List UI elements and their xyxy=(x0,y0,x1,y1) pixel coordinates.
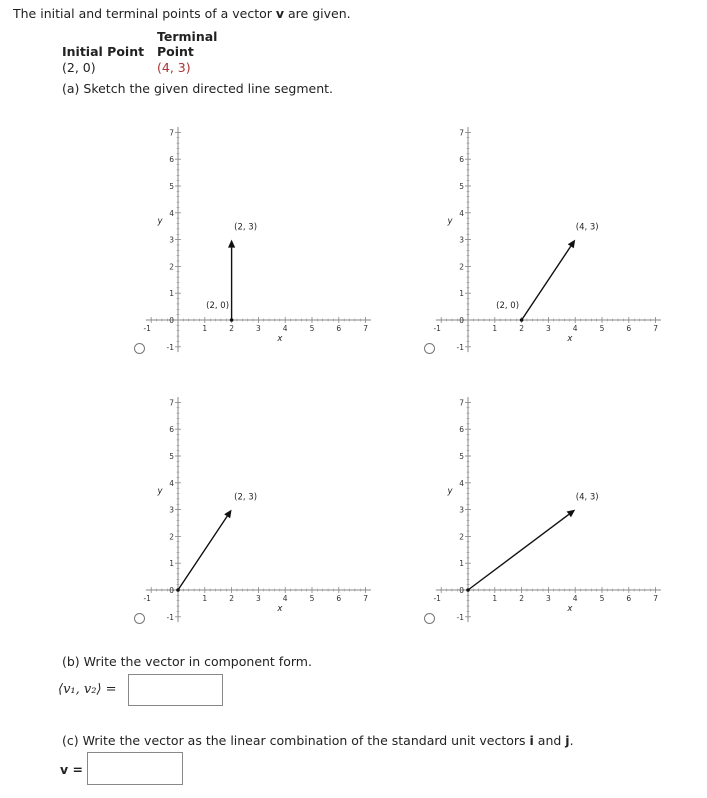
part-c-label xyxy=(62,733,574,748)
x-tick-label: -1 xyxy=(143,324,151,333)
y-tick-label: 3 xyxy=(459,235,464,245)
terminal-point-label: (4, 3) xyxy=(575,492,599,503)
linear-combination-label: v = xyxy=(60,762,83,777)
x-tick-label: 7 xyxy=(363,324,368,333)
graph-option-b xyxy=(433,120,680,360)
x-tick-label: 3 xyxy=(256,594,261,603)
part-c-label-suffix: . xyxy=(569,733,574,748)
x-tick-label: 5 xyxy=(309,324,315,333)
x-tick-label: 5 xyxy=(599,324,605,333)
x-tick-label: -1 xyxy=(433,324,441,333)
part-c-label-prefix: (c) Write the vector as the linear combination of the standard unit vectors xyxy=(62,733,530,748)
y-tick-label: 5 xyxy=(169,182,174,191)
x-tick-label: 7 xyxy=(653,324,658,333)
y-tick-label: 6 xyxy=(459,425,464,435)
y-tick-label: 0 xyxy=(169,586,174,595)
initial-point-dot xyxy=(466,588,470,592)
vector-shaft xyxy=(468,514,569,590)
y-tick-label: 6 xyxy=(459,155,464,165)
vector-arrowhead xyxy=(228,240,235,248)
x-axis-label: x xyxy=(567,604,573,614)
y-tick-label: 0 xyxy=(459,316,464,325)
option-radio-d[interactable] xyxy=(424,613,435,624)
x-tick-label: 2 xyxy=(519,594,524,603)
vector-shaft xyxy=(178,516,227,590)
graph-option-a xyxy=(143,120,390,360)
y-axis-label: y xyxy=(447,216,453,227)
y-tick-label: 2 xyxy=(169,262,174,272)
part-b-label: (b) Write the vector in component form. xyxy=(62,654,312,669)
y-tick-label: 5 xyxy=(459,182,464,191)
x-tick-label: 3 xyxy=(256,324,261,333)
x-axis-label: x xyxy=(567,334,573,344)
x-tick-label: 5 xyxy=(309,594,315,603)
y-tick-label: 1 xyxy=(459,559,464,569)
x-tick-label: 4 xyxy=(572,324,578,333)
terminal-header-line2: Point xyxy=(157,44,194,59)
y-tick-label: -1 xyxy=(166,612,174,622)
x-tick-label: 1 xyxy=(202,594,208,603)
x-tick-label: 2 xyxy=(519,324,524,333)
terminal-header-line1: Terminal xyxy=(157,29,218,44)
y-tick-label: 3 xyxy=(459,505,464,515)
y-tick-label: 3 xyxy=(169,235,174,245)
y-tick-label: 2 xyxy=(459,262,464,272)
y-tick-label: 7 xyxy=(459,128,464,138)
initial-point-label: (2, 0) xyxy=(496,301,520,311)
x-axis-label: x xyxy=(277,334,283,344)
terminal-point-label: (2, 3) xyxy=(234,492,258,503)
y-tick-label: 6 xyxy=(169,425,174,435)
question-intro xyxy=(13,6,351,21)
y-tick-label: -1 xyxy=(456,612,464,622)
intro-prefix: The initial and terminal points of a vector xyxy=(13,6,276,21)
option-radio-b[interactable] xyxy=(424,343,435,354)
y-tick-label: 5 xyxy=(169,452,174,461)
x-tick-label: 6 xyxy=(336,324,342,333)
y-tick-label: 4 xyxy=(169,208,174,218)
component-form-input[interactable] xyxy=(128,674,223,706)
vector-shaft xyxy=(522,246,571,320)
y-tick-label: 1 xyxy=(169,559,174,569)
graph-option-d xyxy=(433,390,680,630)
part-a-label: (a) Sketch the given directed line segment. xyxy=(62,81,334,96)
x-tick-label: -1 xyxy=(143,594,151,603)
y-tick-label: 0 xyxy=(459,586,464,595)
y-tick-label: 5 xyxy=(459,452,464,461)
x-tick-label: 7 xyxy=(363,594,368,603)
y-tick-label: 4 xyxy=(169,478,174,488)
y-tick-label: 7 xyxy=(169,128,174,138)
y-tick-label: 6 xyxy=(169,155,174,165)
x-axis-label: x xyxy=(277,604,283,614)
x-tick-label: 6 xyxy=(626,594,632,603)
y-axis-label: y xyxy=(447,486,453,497)
initial-point-dot xyxy=(176,588,180,592)
linear-combination-input[interactable] xyxy=(87,752,183,785)
vector-arrowhead xyxy=(568,240,575,249)
y-tick-label: 1 xyxy=(169,289,174,299)
x-tick-label: 5 xyxy=(599,594,605,603)
x-tick-label: 1 xyxy=(492,324,498,333)
option-radio-a[interactable] xyxy=(134,343,145,354)
y-axis-label: y xyxy=(157,486,163,497)
y-tick-label: 2 xyxy=(169,532,174,542)
graph-option-c xyxy=(143,390,390,630)
x-tick-label: 6 xyxy=(336,594,342,603)
y-tick-label: 0 xyxy=(169,316,174,325)
y-tick-label: -1 xyxy=(456,342,464,352)
part-c-label-and: and xyxy=(533,733,566,748)
x-tick-label: 4 xyxy=(572,594,578,603)
x-tick-label: 3 xyxy=(546,594,551,603)
x-tick-label: 1 xyxy=(202,324,208,333)
initial-header: Initial Point xyxy=(62,44,145,59)
x-tick-label: 6 xyxy=(626,324,632,333)
initial-point-dot xyxy=(230,318,234,322)
terminal-point-value: (4, 3) xyxy=(157,60,191,75)
y-tick-label: 7 xyxy=(169,398,174,408)
intro-suffix: are given. xyxy=(284,6,351,21)
y-tick-label: 1 xyxy=(459,289,464,299)
y-tick-label: 2 xyxy=(459,532,464,542)
y-tick-label: 4 xyxy=(459,208,464,218)
part-c-label-j: j xyxy=(565,733,570,748)
y-tick-label: 3 xyxy=(169,505,174,515)
initial-point-label: (2, 0) xyxy=(206,301,230,311)
option-radio-c[interactable] xyxy=(134,613,145,624)
x-tick-label: 2 xyxy=(229,594,234,603)
initial-point-dot xyxy=(520,318,524,322)
x-tick-label: -1 xyxy=(433,594,441,603)
x-tick-label: 2 xyxy=(229,324,234,333)
y-tick-label: -1 xyxy=(166,342,174,352)
x-tick-label: 4 xyxy=(282,594,288,603)
terminal-point-label: (2, 3) xyxy=(234,222,258,233)
vector-arrowhead xyxy=(224,510,231,519)
vector-arrowhead xyxy=(567,510,576,518)
terminal-point-label: (4, 3) xyxy=(575,222,599,233)
intro-var: v xyxy=(275,6,285,21)
initial-point-value: (2, 0) xyxy=(62,60,96,75)
x-tick-label: 7 xyxy=(653,594,658,603)
y-tick-label: 4 xyxy=(459,478,464,488)
component-form-label: ⟨v₁, v₂⟩ = xyxy=(58,682,117,697)
y-axis-label: y xyxy=(157,216,163,227)
x-tick-label: 4 xyxy=(282,324,288,333)
part-c-label-i: i xyxy=(529,733,534,748)
x-tick-label: 1 xyxy=(492,594,498,603)
x-tick-label: 3 xyxy=(546,324,551,333)
y-tick-label: 7 xyxy=(459,398,464,408)
